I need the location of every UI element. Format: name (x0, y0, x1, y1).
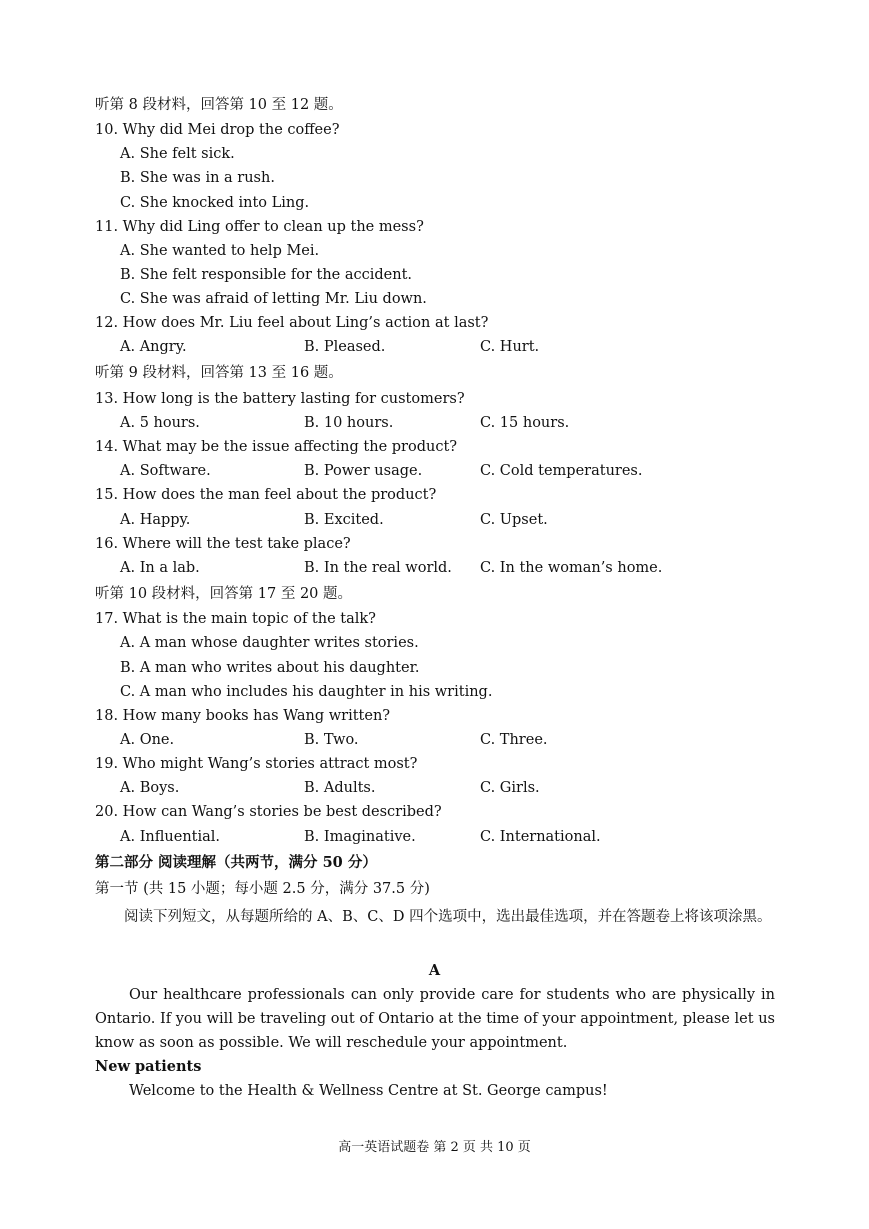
passage-letter: A (428, 962, 441, 979)
q16-option-c: C. In the woman’s home. (480, 560, 663, 576)
q19-option-c: C. Girls. (480, 780, 540, 796)
q16-option-b: B. In the real world. (304, 560, 452, 576)
q12-option-c: C. Hurt. (480, 339, 540, 355)
section-one-title: 第一节 (共 15 小题；每小题 2.5 分，满分 37.5 分) (95, 881, 430, 897)
question-18: 18. How many books has Wang written? (95, 708, 391, 724)
question-13: 13. How long is the battery lasting for customers? (95, 391, 465, 407)
q15-option-b: B. Excited. (304, 512, 384, 528)
q11-option-a: A. She wanted to help Mei. (120, 243, 320, 259)
question-20: 20. How can Wang’s stories be best described? (95, 804, 442, 820)
q19-option-a: A. Boys. (120, 780, 180, 796)
question-15: 15. How does the man feel about the product? (95, 487, 437, 503)
q19-option-b: B. Adults. (304, 780, 376, 796)
q13-option-c: C. 15 hours. (480, 415, 570, 431)
q18-option-a: A. One. (120, 732, 175, 748)
q20-option-b: B. Imaginative. (304, 829, 416, 845)
q11-option-c: C. She was afraid of letting Mr. Liu down. (120, 291, 427, 307)
q10-option-c: C. She knocked into Ling. (120, 195, 310, 211)
q12-option-b: B. Pleased. (304, 339, 386, 355)
part-two-title: 第二部分 阅读理解（共两节，满分 50 分） (95, 854, 377, 871)
q13-option-b: B. 10 hours. (304, 415, 394, 431)
q14-option-b: B. Power usage. (304, 463, 423, 479)
q17-option-b: B. A man who writes about his daughter. (120, 660, 420, 676)
passage-a-paragraph-1: Our healthcare professionals can only provide care for students who are physically in Ontario. If you will be traveling out of Ontario at the time of your appointment, please let us know as soon as possible. We will reschedule your appointment. (95, 987, 775, 1051)
q17-option-a: A. A man whose daughter writes stories. (120, 635, 419, 651)
q13-option-a: A. 5 hours. (120, 415, 200, 431)
section-9-heading: 听第 9 段材料，回答第 13 至 16 题。 (95, 365, 343, 381)
question-16: 16. Where will the test take place? (95, 536, 351, 552)
q16-option-a: A. In a lab. (120, 560, 200, 576)
q12-option-a: A. Angry. (120, 339, 187, 355)
question-17: 17. What is the main topic of the talk? (95, 611, 376, 627)
new-patients-heading: New patients (95, 1058, 202, 1075)
welcome-line: Welcome to the Health & Wellness Centre at St. George campus! (129, 1083, 608, 1099)
q20-option-a: A. Influential. (120, 829, 221, 845)
q20-option-c: C. International. (480, 829, 601, 845)
q18-option-b: B. Two. (304, 732, 359, 748)
question-11: 11. Why did Ling offer to clean up the mess? (95, 219, 424, 235)
section-10-heading: 听第 10 段材料，回答第 17 至 20 题。 (95, 586, 353, 602)
question-19: 19. Who might Wang’s stories attract most? (95, 756, 418, 772)
question-14: 14. What may be the issue affecting the product? (95, 439, 458, 455)
q10-option-b: B. She was in a rush. (120, 170, 275, 186)
section-8-heading: 听第 8 段材料，回答第 10 至 12 题。 (95, 97, 343, 113)
question-12: 12. How does Mr. Liu feel about Ling’s action at last? (95, 315, 489, 331)
q14-option-a: A. Software. (120, 463, 211, 479)
q15-option-c: C. Upset. (480, 512, 548, 528)
q11-option-b: B. She felt responsible for the accident. (120, 267, 413, 283)
q18-option-c: C. Three. (480, 732, 548, 748)
q15-option-a: A. Happy. (120, 512, 191, 528)
q14-option-c: C. Cold temperatures. (480, 463, 643, 479)
reading-instructions: 阅读下列短文，从每题所给的 A、B、C、D 四个选项中，选出最佳选项，并在答题卷上将该项涂黑。 (124, 909, 772, 925)
q10-option-a: A. She felt sick. (120, 146, 235, 162)
question-10: 10. Why did Mei drop the coffee? (95, 122, 340, 138)
q17-option-c: C. A man who includes his daughter in his writing. (120, 684, 493, 700)
page-footer: 高一英语试题卷 第 2 页 共 10 页 (338, 1140, 531, 1155)
